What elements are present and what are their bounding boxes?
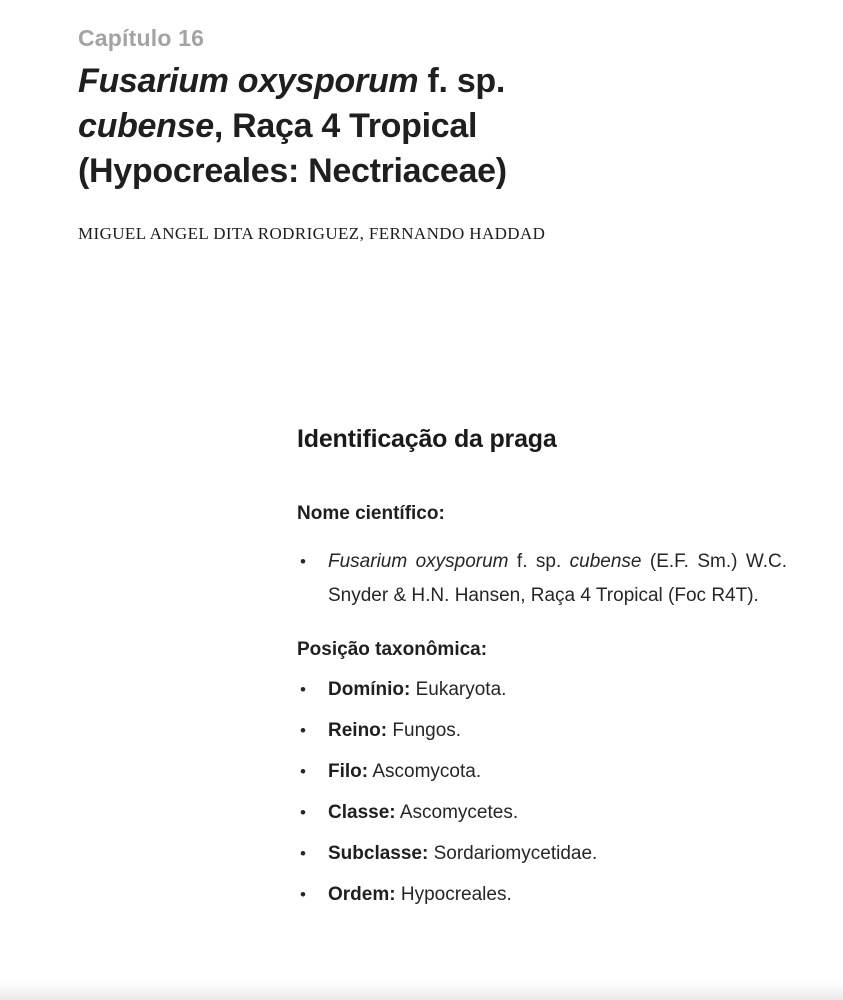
taxonomy-term: Ordem: [328,884,396,905]
taxonomy-term: Reino: [328,720,388,741]
taxonomy-item-text [328,883,787,906]
section-heading: Identificação da praga [297,425,557,453]
taxonomy-item-reino [297,719,787,742]
sci-roman-1: f. sp. [508,551,570,572]
title-cubense-italic: cubense [78,107,214,145]
page-bottom-shadow [0,982,843,1000]
taxonomy-heading: Posição taxonômica: [297,639,488,660]
taxonomy-item-dominio [297,678,787,701]
bullet-icon: • [300,552,306,571]
taxonomy-item-text [328,678,787,701]
scientific-name-text [328,545,787,613]
chapter-title [78,59,728,194]
sci-roman-2: (E.F. Sm.) W.C. Snyder & H.N. Hansen, Raça 4 Tropical (Foc R4T). [328,551,787,606]
taxonomy-item-filo [297,760,787,783]
sci-italic-1: Fusarium oxysporum [328,551,509,572]
title-line-2 [78,104,728,149]
taxonomy-list [297,678,787,906]
taxonomy-value: Eukaryota. [415,679,507,700]
taxonomy-term: Filo: [328,761,369,782]
taxonomy-term: Domínio: [328,679,411,700]
bullet-icon: • [300,721,306,740]
chapter-header [78,25,728,244]
taxonomy-value: Fungos. [392,720,462,741]
taxonomy-item-classe [297,801,787,824]
taxonomy-value: Sordariomycetidae. [433,843,598,864]
sci-italic-2: cubense [569,551,642,572]
taxonomy-item-ordem [297,883,787,906]
taxonomy-value: Ascomycota. [372,761,482,782]
bullet-icon: • [300,762,306,781]
taxonomy-item-text [328,801,787,824]
taxonomy-term: Classe: [328,802,396,823]
taxonomy-item-text [328,719,787,742]
taxonomy-value: Hypocreales. [400,884,512,905]
bullet-icon: • [300,680,306,699]
taxonomy-item-text [328,842,787,865]
taxonomy-item-subclasse [297,842,787,865]
chapter-label: Capítulo 16 [78,25,205,51]
title-line-3: (Hypocreales: Nectriaceae) [78,152,507,190]
title-line-1 [78,59,728,104]
taxonomy-value: Ascomycetes. [399,802,519,823]
taxonomy-item-text [328,760,787,783]
title-line1-roman: f. sp. [418,62,506,100]
bullet-icon: • [300,885,306,904]
bullet-icon: • [300,803,306,822]
title-line2-roman: , Raça 4 Tropical [213,107,478,145]
bullet-icon: • [300,844,306,863]
title-species-italic: Fusarium oxysporum [78,62,419,100]
scientific-name-heading: Nome científico: [297,503,445,524]
taxonomy-term: Subclasse: [328,843,429,864]
authors-line: MIGUEL ANGEL DITA RODRIGUEZ, FERNANDO HADDAD [78,224,546,243]
identification-section [297,424,787,924]
scientific-name-item [297,545,787,613]
